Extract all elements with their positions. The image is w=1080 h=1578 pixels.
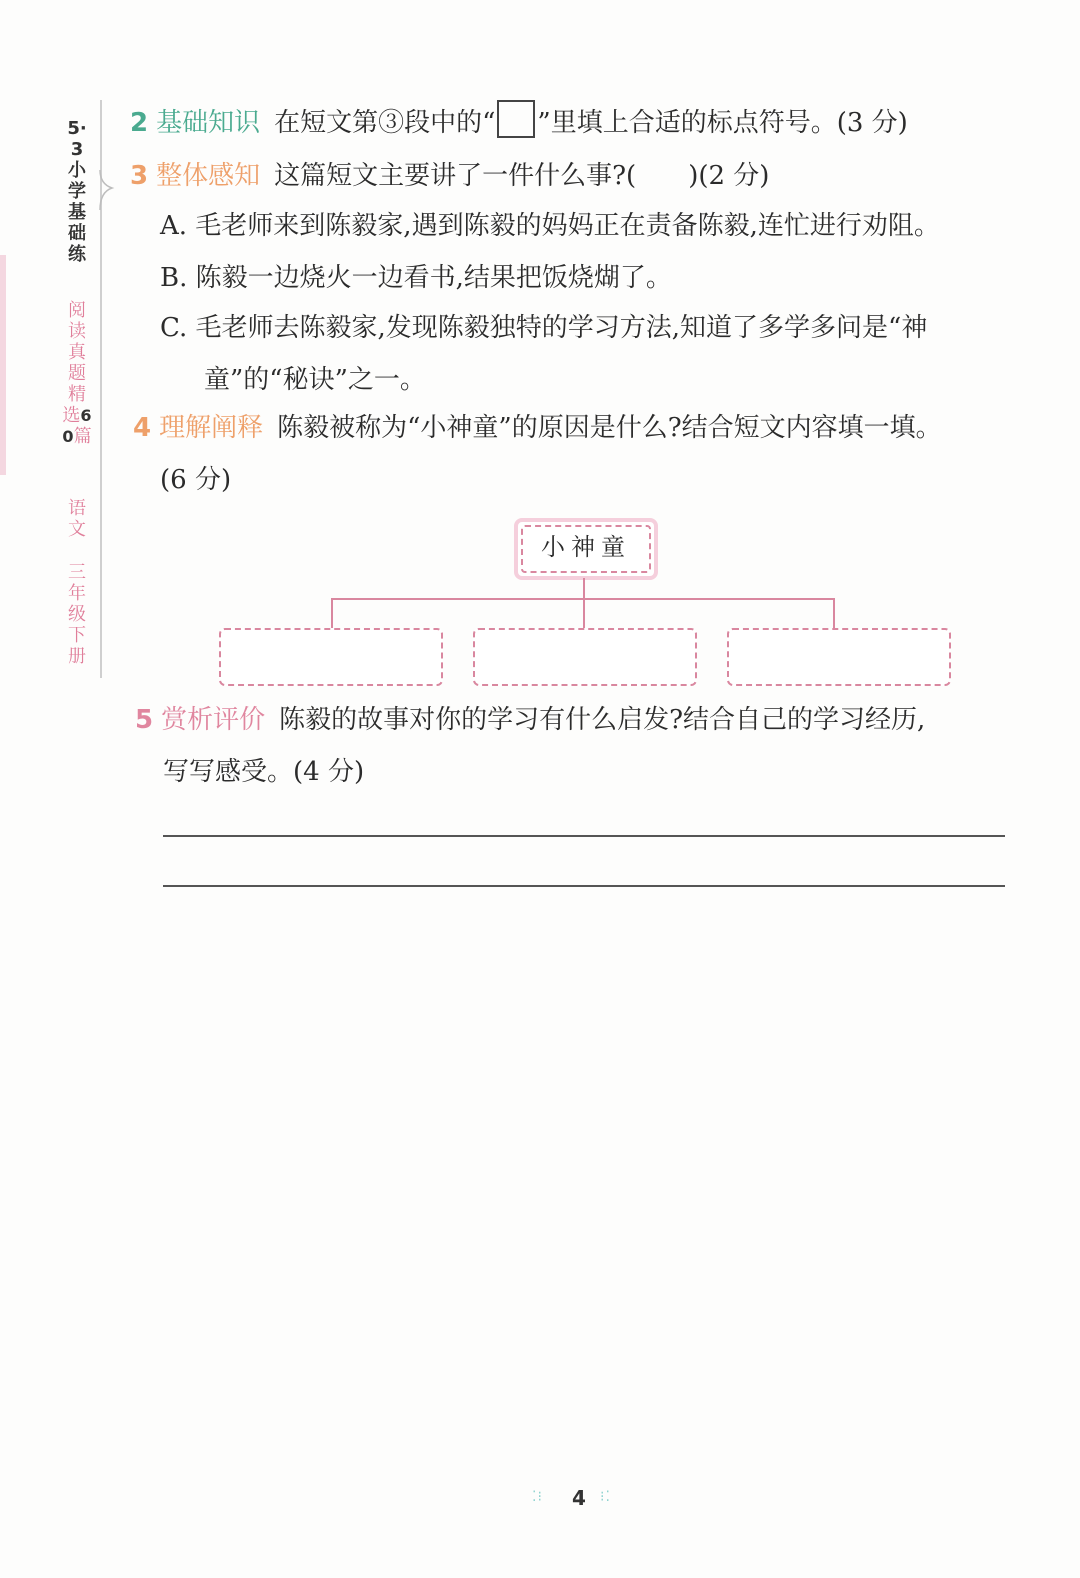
option-b[interactable]: B. 陈毅一边烧火一边看书,结果把饭烧煳了。: [160, 263, 672, 293]
question-tag: 赏析评价: [161, 705, 266, 735]
diagram-connector-bar: [331, 598, 835, 600]
sidebar-series-b: 篇: [73, 426, 92, 447]
diagram-connector-trunk: [583, 578, 585, 628]
diagram-answer-box-3[interactable]: [727, 628, 951, 686]
question-number: 5: [135, 705, 154, 735]
punctuation-answer-box[interactable]: [497, 100, 535, 138]
question-text-after: ”里填上合适的标点符号。(3 分): [537, 108, 908, 138]
question-3: [130, 156, 769, 196]
question-4: [133, 408, 942, 448]
footer-dots-right-icon: ⁝⁚: [600, 1489, 611, 1505]
question-tag: 理解阐释: [159, 413, 264, 443]
footer-dots-left-icon: ⁚⁝: [532, 1489, 543, 1505]
sidebar-brand: 5·3小学基础练: [67, 118, 87, 265]
sidebar-series-a: 阅读真题精选: [62, 300, 86, 426]
question-number: 3: [130, 161, 149, 191]
diagram-root-label: 小神童: [521, 525, 651, 573]
sidebar-subject: 语文: [68, 498, 86, 540]
question-text: 陈毅被称为“小神童”的原因是什么?结合短文内容填一填。: [277, 413, 942, 443]
page-number: 4: [572, 1486, 586, 1510]
diagram-connector-right: [833, 598, 835, 628]
page-edge-tab: [0, 255, 6, 475]
question-5: [135, 700, 925, 740]
question-5-line2: 写写感受。(4 分): [163, 757, 365, 787]
question-tag: 整体感知: [156, 161, 261, 191]
question-4-score: (6 分): [160, 465, 232, 495]
sidebar-series: [62, 300, 92, 447]
question-tag: 基础知识: [156, 108, 261, 138]
question-text: 陈毅的故事对你的学习有什么启发?结合自己的学习经历,: [279, 705, 926, 735]
sidebar-grade: 三年级下册: [68, 562, 86, 667]
sidebar-series-num: 60: [62, 406, 92, 446]
option-c[interactable]: C. 毛老师去陈毅家,发现陈毅独特的学习方法,知道了多学多问是“神: [160, 313, 928, 343]
answer-line-2[interactable]: [163, 885, 1005, 887]
question-number: 2: [130, 108, 149, 138]
diagram-root-node: [514, 518, 658, 580]
answer-line-1[interactable]: [163, 835, 1005, 837]
diagram-answer-box-2[interactable]: [473, 628, 697, 686]
option-a[interactable]: A. 毛老师来到陈毅家,遇到陈毅的妈妈正在责备陈毅,连忙进行劝阻。: [160, 211, 940, 241]
question-2: [130, 100, 908, 143]
question-text: 在短文第③段中的“: [274, 108, 496, 138]
diagram-connector-left: [331, 598, 333, 628]
option-c-continued: 童”的“秘诀”之一。: [204, 365, 426, 395]
sidebar-brace-icon: [98, 170, 118, 210]
question-number: 4: [133, 413, 152, 443]
diagram-answer-box-1[interactable]: [219, 628, 443, 686]
question-text: 这篇短文主要讲了一件什么事?( )(2 分): [274, 161, 770, 191]
